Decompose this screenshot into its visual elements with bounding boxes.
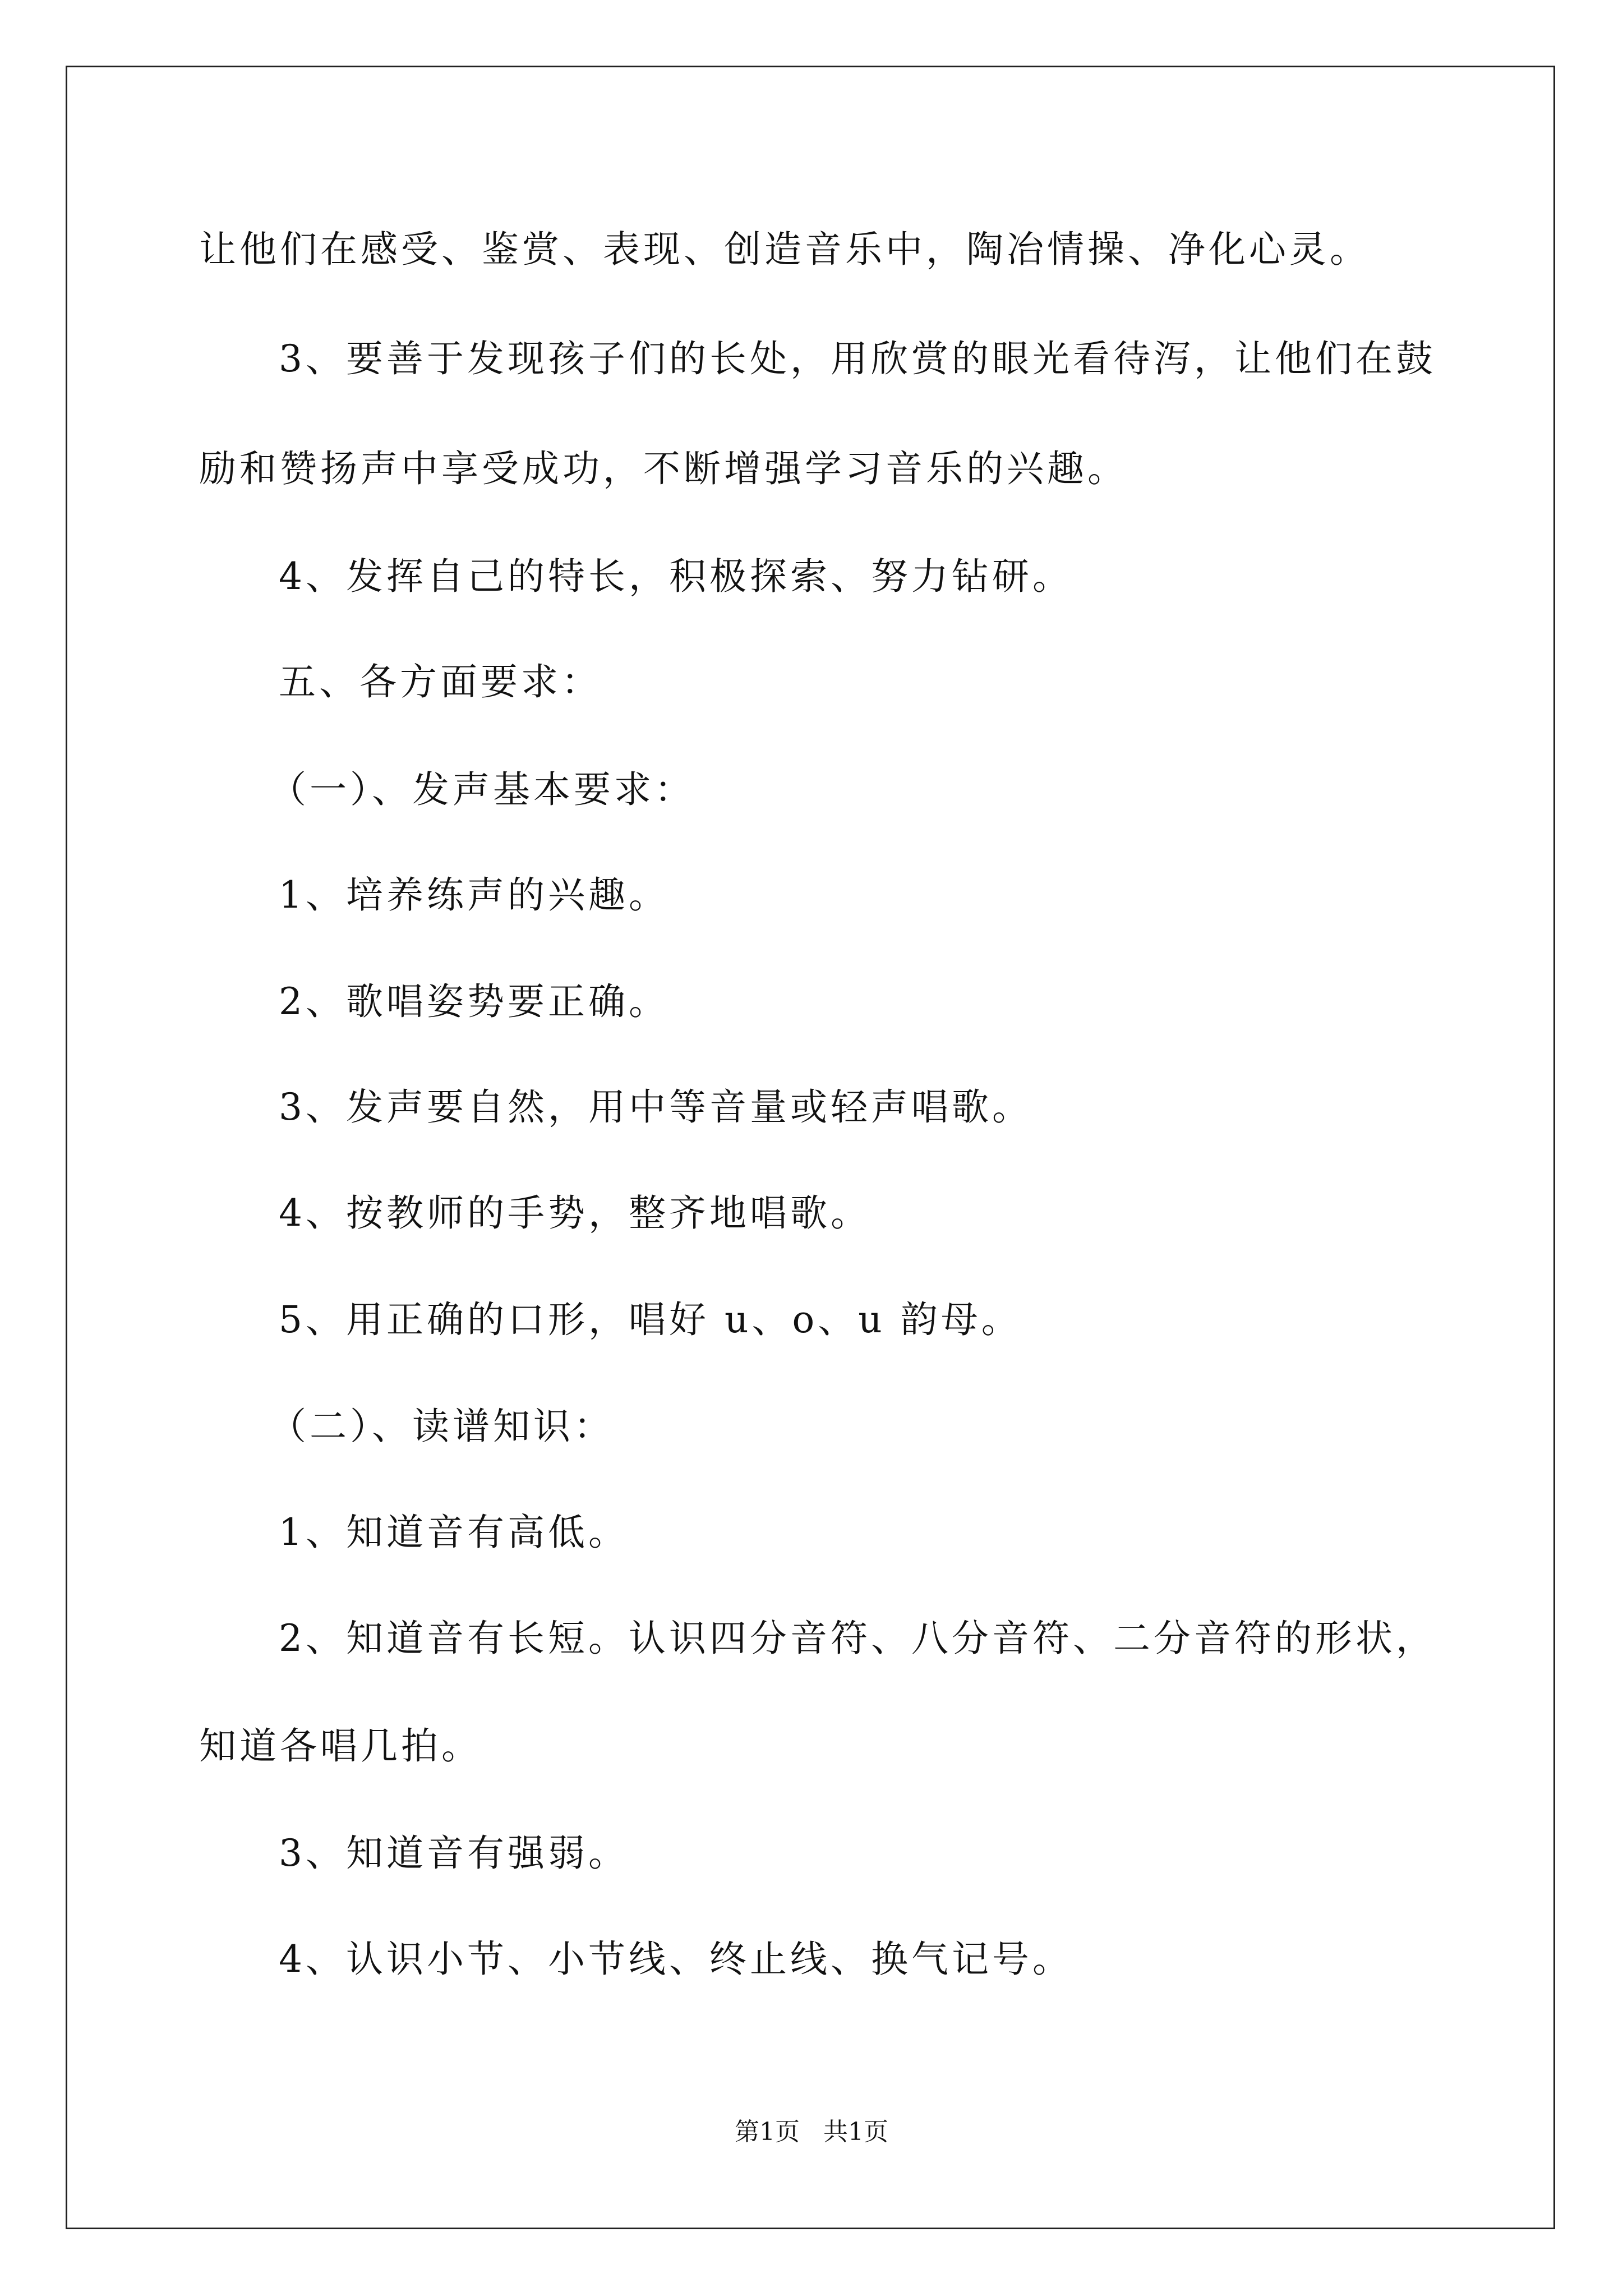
text-line: 3、知道音有强弱。 <box>279 1832 629 1875</box>
text-line: 知道各唱几拍。 <box>199 1724 482 1768</box>
subsection-heading: （一）、发声基本要求： <box>269 768 695 811</box>
text-line: 让他们在感受、鉴赏、表现、创造音乐中，陶冶情操、净化心灵。 <box>199 228 1370 271</box>
section-heading: 五、各方面要求： <box>279 660 602 703</box>
text-line: 3、发声要自然，用中等音量或轻声唱歌。 <box>279 1085 1032 1129</box>
text-line: 4、发挥自己的特长，积极探索、努力钻研。 <box>279 555 1073 598</box>
text-line: 4、按教师的手势，整齐地唱歌。 <box>279 1191 871 1235</box>
subsection-heading: （二）、读谱知识： <box>269 1405 614 1448</box>
text-line: 2、歌唱姿势要正确。 <box>279 980 669 1023</box>
text-line: 2、知道音有长短。认识四分音符、八分音符、二分音符的形状， <box>279 1617 1436 1660</box>
text-line: 1、知道音有高低。 <box>279 1511 629 1554</box>
text-line: 3、要善于发现孩子们的长处，用欣赏的眼光看待泻，让他们在鼓 <box>279 337 1436 380</box>
page-number-footer: 第1页 共1页 <box>735 2118 888 2146</box>
page-border <box>66 66 1555 2229</box>
text-line: 5、用正确的口形，唱好 u、o、u 韵母。 <box>279 1298 1022 1341</box>
text-line: 4、认识小节、小节线、终止线、换气记号。 <box>279 1938 1073 1981</box>
text-line: 1、培养练声的兴趣。 <box>279 873 669 917</box>
text-line: 励和赞扬声中享受成功，不断增强学习音乐的兴趣。 <box>199 447 1128 490</box>
